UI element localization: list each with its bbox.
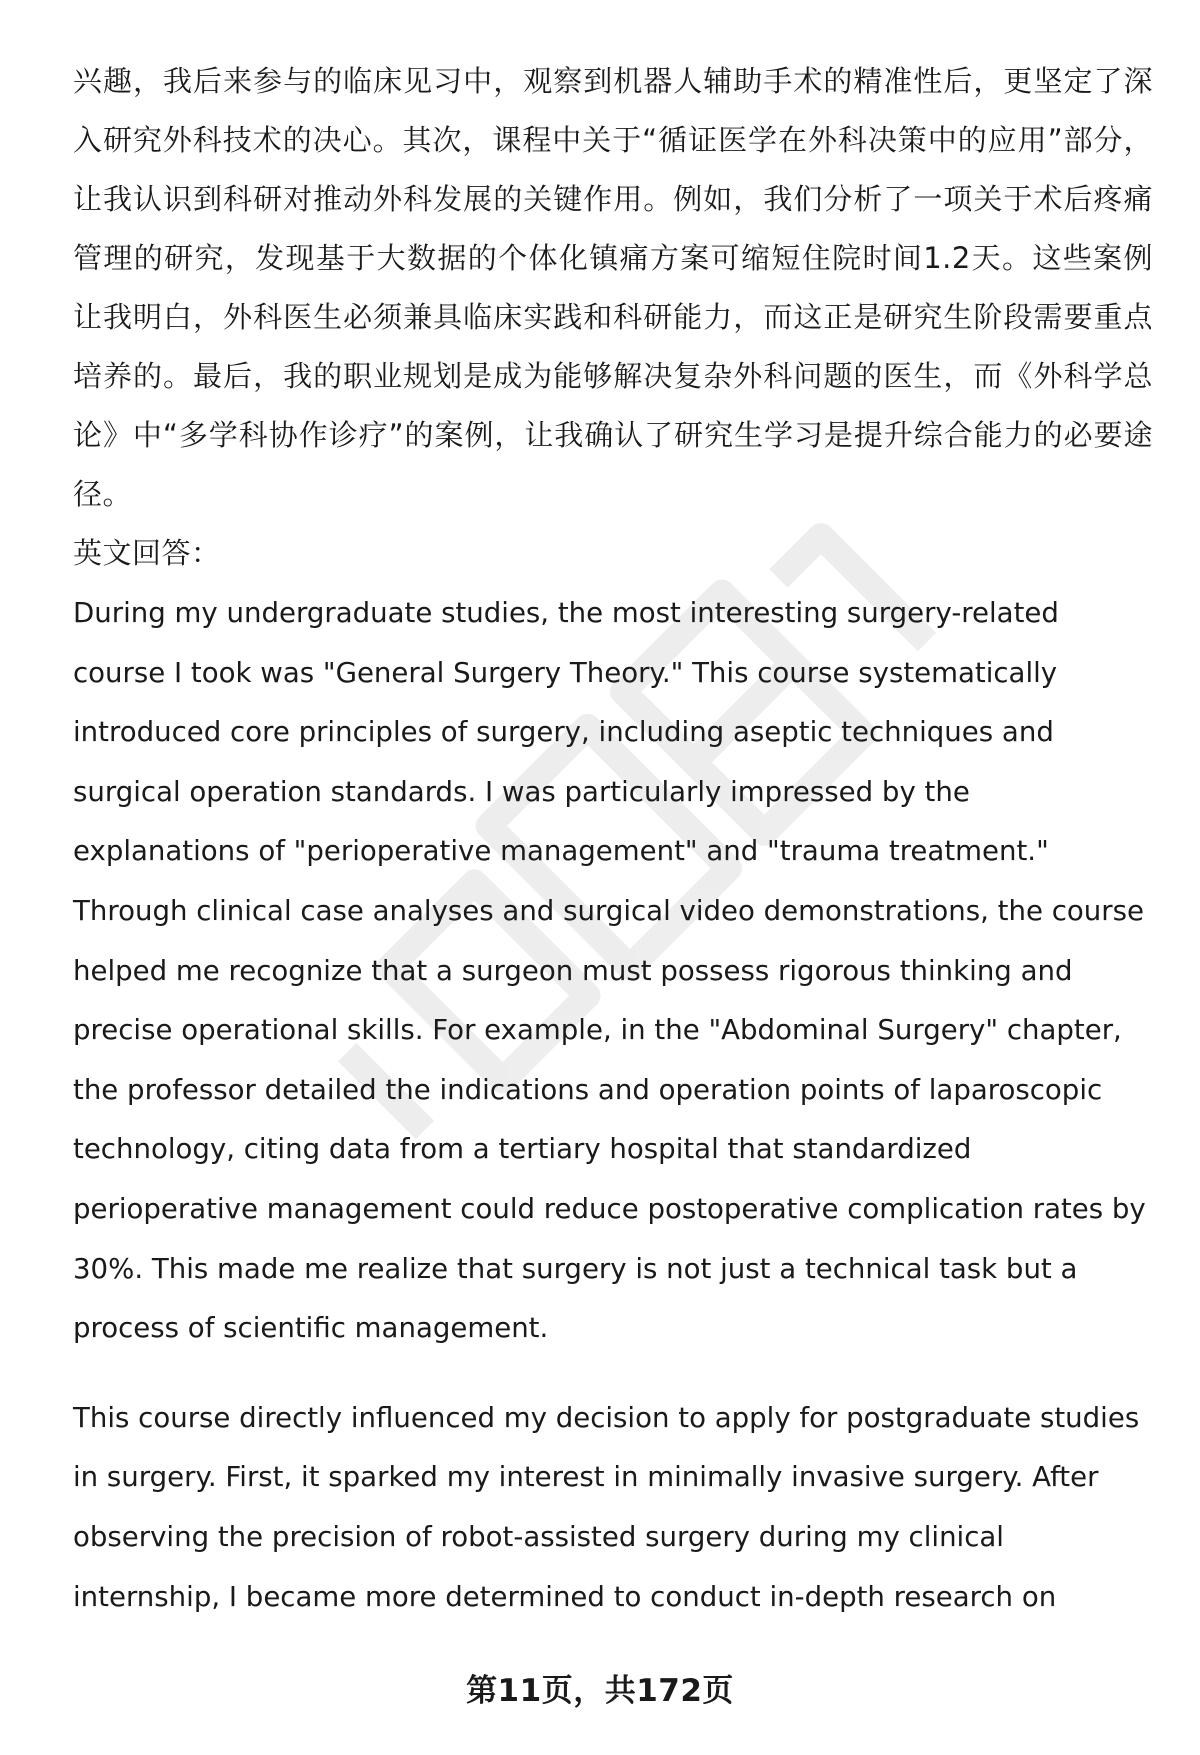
english-paragraph-1: During my undergraduate studies, the most interesting surgery-related course I took was "General Surgery Theory." This course systematically introduced core principles of surgery, including aseptic techniques and surgical operation standards. I was particularly impressed by the explanations of "perioperative management" and "trauma treatment." Through clinical case analyses and surgical video demonstrations, the course helped me recognize that a surgeon must possess rigorous thinking and precise operational skills. For example, in the "Abdominal Surgery" chapter, the professor detailed the indications and operation points of laparoscopic technology, citing data from a tertiary hospital that standardized perioperative management could reduce postoperative complication rates by 30%. This made me realize that surgery is not just a technical task but a process of scientific management. bbox=[73, 596, 1146, 1345]
english-paragraph-2: This course directly influenced my decision to apply for postgraduate studies in surgery. First, it sparked my interest in minimally invasive surgery. After observing the precision of robot-assisted surgery during my clinical internship, I became more determined to conduct in-depth research on bbox=[73, 1400, 1140, 1613]
document-body bbox=[73, 52, 1153, 1626]
english-answer-label: 英文回答： bbox=[73, 536, 221, 570]
chinese-paragraph: 兴趣，我后来参与的临床见习中，观察到机器人辅助手术的精准性后，更坚定了深入研究外科技术的决心。其次，课程中关于“循证医学在外科决策中的应用”部分，让我认识到科研对推动外科发展的关键作用。例如，我们分析了一项关于术后疼痛管理的研究，发现基于大数据的个体化镇痛方案可缩短住院时间1.2天。这些案例让我明白，外科医生必须兼具临床实践和科研能力，而这正是研究生阶段需要重点培养的。最后，我的职业规划是成为能够解决复杂外科问题的医生，而《外科学总论》中“多学科协作诊疗”的案例，让我确认了研究生学习是提升综合能力的必要途径。 bbox=[73, 64, 1153, 511]
page-number-footer: 第11页，共172页 bbox=[466, 1673, 734, 1709]
